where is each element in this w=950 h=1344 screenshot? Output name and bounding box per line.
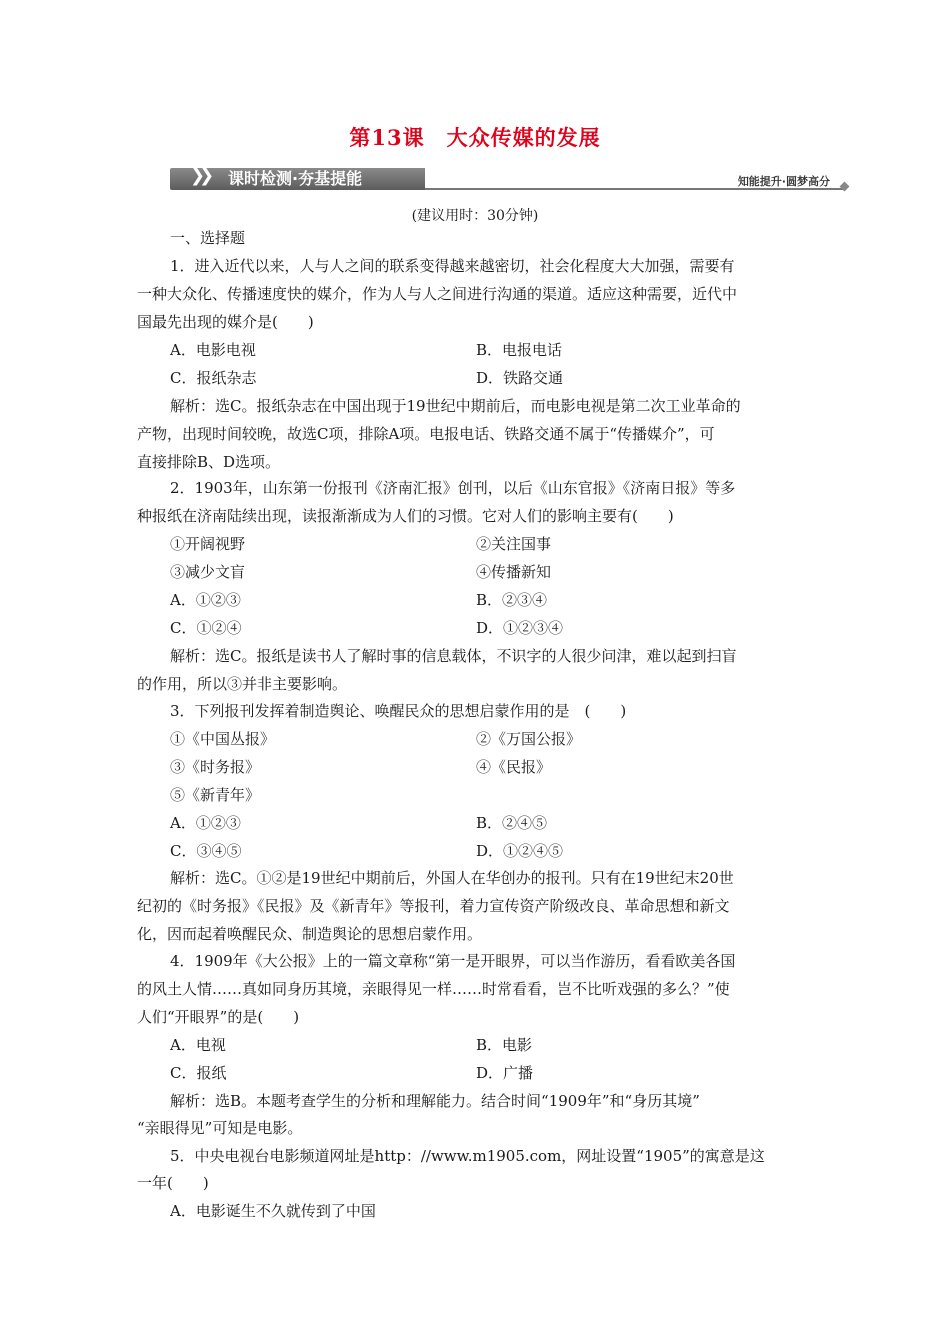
suggested-time: (建议用时：30分钟) — [411, 208, 539, 224]
question-4-text: 4．1909年《大公报》上的一篇文章称“第一是开眼界，可以当作游历，看看欧美各国 — [170, 952, 736, 970]
question-1-text: 1．进入近代以来，人与人之间的联系变得越来越密切，社会化程度大大加强，需要有 — [170, 257, 735, 275]
explanation-1: 直接排除B、D选项。 — [137, 453, 281, 471]
option-d: D．①②④⑤ — [476, 842, 564, 860]
option-b: B．电影 — [476, 1036, 533, 1054]
question-1-text: 一种大众化、传播速度快的媒介，作为人与人之间进行沟通的渠道。适应这种需要，近代中 — [137, 285, 738, 303]
option-c: C．①②④ — [170, 619, 242, 637]
option-a: A．①②③ — [170, 814, 241, 832]
option-c: C．报纸杂志 — [170, 369, 257, 387]
item-1: ①开阔视野 — [170, 535, 246, 553]
item-2: ②《万国公报》 — [476, 730, 582, 748]
explanation-2: 解析：选C。报纸是读书人了解时事的信息载体，不识字的人很少问津，难以起到扫盲 — [170, 647, 737, 665]
question-4-text: 人们“开眼界”的是( ) — [137, 1008, 300, 1026]
item-1: ①《中国丛报》 — [170, 730, 276, 748]
question-3-text: 3．下列报刊发挥着制造舆论、唤醒民众的思想启蒙作用的是 ( ) — [170, 702, 627, 720]
question-5-text: 一年( ) — [137, 1174, 209, 1192]
question-4-text: 的风土人情……真如同身历其境，亲眼得见一样……时常看看，岂不比听戏强的多么？”使 — [137, 980, 730, 998]
option-d: D．广播 — [476, 1064, 534, 1082]
item-4: ④传播新知 — [476, 563, 552, 581]
option-b: B．②③④ — [476, 591, 548, 609]
question-1-text: 国最先出现的媒介是( ) — [137, 313, 314, 331]
option-a: A．电影诞生不久就传到了中国 — [170, 1202, 376, 1220]
item-3: ③《时务报》 — [170, 758, 261, 776]
explanation-3: 纪初的《时务报》《民报》及《新青年》等报刊，着力宣传资产阶级改良、革命思想和新文 — [137, 897, 730, 915]
explanation-3: 解析：选C。①②是19世纪中期前后，外国人在华创办的报刊。只有在19世纪末20世 — [170, 869, 734, 887]
option-d: D．①②③④ — [476, 619, 564, 637]
explanation-1: 解析：选C。报纸杂志在中国出现于19世纪中期前后，而电影电视是第二次工业革命的 — [170, 397, 741, 415]
banner-slogan: 知能提升·圆梦高分 — [737, 175, 830, 188]
explanation-1: 产物，出现时间较晚，故选C项，排除A项。电报电话、铁路交通不属于“传播媒介”，可 — [137, 425, 715, 443]
option-c: C．报纸 — [170, 1064, 227, 1082]
section-heading: 一、选择题 — [170, 229, 246, 247]
chevron-right-icon: ❯❯ — [190, 165, 209, 186]
question-2-text: 2．1903年，山东第一份报刊《济南汇报》创刊，以后《山东官报》《济南日报》等多 — [170, 479, 736, 497]
option-d: D．铁路交通 — [476, 369, 564, 387]
page-title: 第13课 大众传媒的发展 — [349, 125, 601, 150]
explanation-2: 的作用，所以③并非主要影响。 — [137, 675, 348, 693]
explanation-3: 化，因而起着唤醒民众、制造舆论的思想启蒙作用。 — [137, 925, 483, 943]
item-3: ③减少文盲 — [170, 563, 246, 581]
option-b: B．电报电话 — [476, 341, 563, 359]
option-c: C．③④⑤ — [170, 842, 242, 860]
option-a: A．电影电视 — [170, 341, 256, 359]
question-2-text: 种报纸在济南陆续出现，读报渐渐成为人们的习惯。它对人们的影响主要有( ) — [137, 507, 674, 525]
banner-label: 课时检测·夯基提能 — [228, 169, 363, 188]
option-b: B．②④⑤ — [476, 814, 548, 832]
explanation-4: 解析：选B。本题考查学生的分析和理解能力。结合时间“1909年”和“身历其境” — [170, 1092, 700, 1110]
option-a: A．①②③ — [170, 591, 241, 609]
option-a: A．电视 — [170, 1036, 226, 1054]
item-5: ⑤《新青年》 — [170, 786, 261, 804]
item-4: ④《民报》 — [476, 758, 552, 776]
question-5-text: 5．中央电视台电影频道网址是http：//www.m1905.com，网址设置“1905”的寓意是这 — [170, 1147, 765, 1165]
explanation-4: “亲眼得见”可知是电影。 — [137, 1119, 303, 1137]
section-banner — [170, 164, 860, 192]
item-2: ②关注国事 — [476, 535, 552, 553]
